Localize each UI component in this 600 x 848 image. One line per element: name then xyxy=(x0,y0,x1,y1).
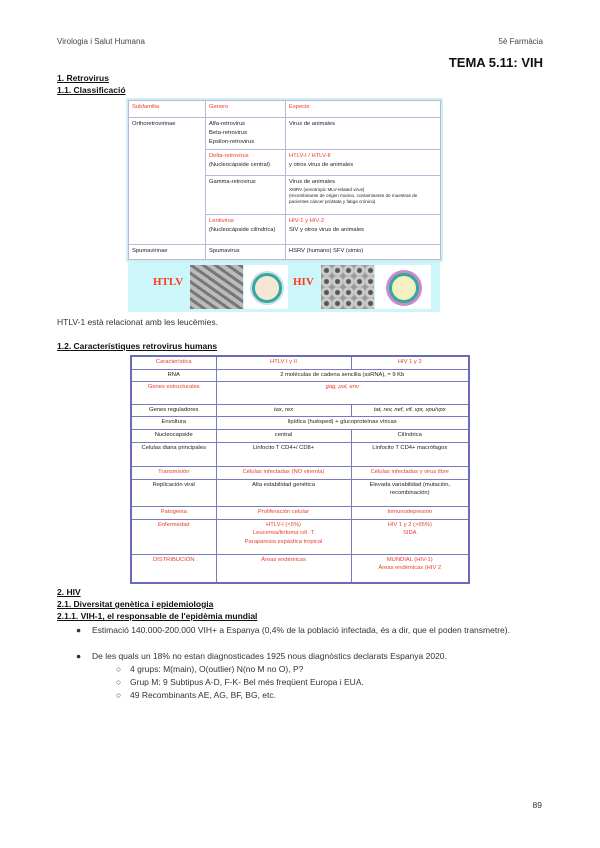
hiv-diagram xyxy=(375,265,431,309)
hiv-value: Inmunodepresión xyxy=(351,506,469,519)
characteristics-table xyxy=(130,355,470,584)
hiv-value: Elevada variabilidad (mutación, recombinación) xyxy=(351,479,469,506)
htlv-value: Linfocito T CD4+/ CD8+ xyxy=(216,442,351,466)
htlv-value: Células infectadas (NO viremia) xyxy=(216,466,351,479)
row-label: Genes estructurales xyxy=(131,381,216,404)
row-value: gag, pol, env xyxy=(216,381,469,404)
line: HTLV-I (<5%) xyxy=(266,521,301,528)
htlv-label: HTLV xyxy=(153,276,184,288)
row-label: Celulas diana principales xyxy=(131,442,216,466)
species-note: (recombinante de origen murino, contaminante de muestras de pacientes cáncer próstata y fatiga crónica) xyxy=(289,193,418,204)
genus-note: (Nucleocápside cilíndrica) xyxy=(209,227,276,233)
htlv-diagram xyxy=(244,265,288,309)
species: HTLV-I / HTLV-II xyxy=(289,153,331,159)
page-number: 89 xyxy=(532,800,542,810)
bullet-item: ● De les quals un 18% no estan diagnosticades 1925 nous diagnòstics declarats Espanya 2020. xyxy=(76,651,447,661)
htlv-value: Proliferación celular xyxy=(216,506,351,519)
cell-ortho: Orthoretrovirinae xyxy=(129,118,206,245)
cell-spuma-sub: Spumavirinae xyxy=(129,245,206,260)
bullet-text: Estimació 140.000-200.000 VIH+ a Espanya (0,4% de la població infectada, és a dir, que el poden transmetre). xyxy=(92,625,510,635)
sub-bullet-item: ○ Grup M: 9 Subtipus A-D, F-K- Bel més freqüent Europa i EUA. xyxy=(116,677,364,687)
genus-note: (Nucleocápside central) xyxy=(209,162,270,168)
hiv-value: Células infectadas y virus libre xyxy=(351,466,469,479)
cell-alfa xyxy=(206,118,286,150)
sub-bullet-text: 4 grups: M(main), O(outlier) N(no M no O), P? xyxy=(130,664,304,674)
htlv-note: HTLV-1 està relacionat amb les leucèmies. xyxy=(57,317,218,327)
row-label: Envoltura xyxy=(131,416,216,429)
th-characteristic: Característica xyxy=(131,356,216,369)
line: HIV 1 y 2 (>95%) xyxy=(387,521,432,528)
th-hiv: HIV 1 y 2 xyxy=(351,356,469,369)
heading-1-1: 1.1. Classificació xyxy=(57,85,126,95)
row-label: RNA xyxy=(131,369,216,381)
cell-alfa-sp: Virus de animales xyxy=(286,118,441,150)
hiv-value: Cilíndrica xyxy=(351,429,469,442)
page-title: TEMA 5.11: VIH xyxy=(448,55,543,70)
line: Leucemia/linfoma cél. T xyxy=(252,530,315,536)
htlv-value: Alta estabilidad genética xyxy=(216,479,351,506)
hiv-label: HIV xyxy=(293,276,314,288)
row-value: lipídica (huésped) + glucoproteínas víricas xyxy=(216,416,469,429)
header-degree: 5è Farmàcia xyxy=(498,37,543,46)
row-label: Enfermedad xyxy=(131,519,216,554)
species: HIV-1 y HIV-2 xyxy=(289,218,325,224)
line: MUNDIAL (HIV-1) xyxy=(386,556,433,563)
hiv-micrograph xyxy=(321,265,374,309)
heading-1: 1. Retrovirus xyxy=(57,73,109,83)
sub-bullet-item: ○ 49 Recombinants AE, AG, BF, BG, etc. xyxy=(116,690,276,700)
row-label: Transmisión xyxy=(131,466,216,479)
cell-spuma-sp: HSRV (humano) SFV (simio) xyxy=(286,245,441,260)
cell-spuma: Spumavirus xyxy=(206,245,286,260)
hiv-value: Linfocito T CD4+ macrófagos xyxy=(351,442,469,466)
hiv-value: tat, rev, nef, vif, vpr, vpu/vpx xyxy=(351,404,469,416)
hiv-value xyxy=(351,554,469,583)
th-species: Especie xyxy=(286,101,441,118)
line: Áreas endémicas (HIV 2 xyxy=(378,565,442,571)
sub-bullet-text: 49 Recombinants AE, AG, BF, BG, etc. xyxy=(130,690,276,700)
row-value: 2 moléculas de cadena sencilla (ssRNA), ≈ 9 Kb xyxy=(216,369,469,381)
heading-2: 2. HIV xyxy=(57,587,81,597)
row-label: Genes reguladores xyxy=(131,404,216,416)
htlv-value: Áreas endémicas xyxy=(216,554,351,583)
header-course: Virologia i Salut Humana xyxy=(57,37,145,46)
sub-bullet-text: Grup M: 9 Subtipus A-D, F-K- Bel més freqüent Europa i EUA. xyxy=(130,677,364,687)
heading-2-1-1: 2.1.1. VIH-1, el responsable de l'epidèmia mundial xyxy=(57,611,258,621)
cell-gamma: Gamma-retrovirus xyxy=(206,176,286,215)
row-label: Patogenia xyxy=(131,506,216,519)
hiv-value xyxy=(351,519,469,554)
th-subfamily: Subfamilia xyxy=(129,101,206,118)
genus: Beta-retrovirus xyxy=(209,130,248,136)
th-htlv: HTLV I y II xyxy=(216,356,351,369)
virus-images-strip xyxy=(128,262,440,312)
genus: Delta-retrovirus xyxy=(209,153,249,159)
species: Virus de animales xyxy=(289,179,335,185)
htlv-value: central xyxy=(216,429,351,442)
bullet-text: De les quals un 18% no estan diagnosticades 1925 nous diagnòstics declarats Espanya 2020. xyxy=(92,651,447,661)
species: y otros virus de animales xyxy=(289,162,354,168)
line: SIDA xyxy=(402,530,417,536)
genus: Alfa-retrovirus xyxy=(209,121,246,127)
cell-delta xyxy=(206,150,286,176)
row-label: Nucleocapside xyxy=(131,429,216,442)
genus: Epsilon-retrovirus xyxy=(209,139,255,145)
cell-lenti-sp xyxy=(286,215,441,245)
cell-lenti xyxy=(206,215,286,245)
heading-1-2: 1.2. Característiques retrovirus humans xyxy=(57,341,218,351)
genus: Lentivirus xyxy=(209,218,234,224)
classification-table xyxy=(128,100,441,260)
htlv-micrograph xyxy=(190,265,243,309)
row-label: Replicación viral xyxy=(131,479,216,506)
species: SIV y otros virus de animales xyxy=(289,227,365,233)
bullet-item: ● Estimació 140.000-200.000 VIH+ a Espanya (0,4% de la població infectada, és a dir, que el poden transmetre). xyxy=(76,625,510,635)
heading-2-1: 2.1. Diversitat genètica i epidemiologia xyxy=(57,599,214,609)
species: XMRV (xenotropic MLV-related virus) xyxy=(289,187,365,192)
cell-delta-sp xyxy=(286,150,441,176)
htlv-value xyxy=(216,519,351,554)
htlv-value: tax, rex xyxy=(216,404,351,416)
cell-gamma-sp xyxy=(286,176,441,215)
row-label: DISTRIBUCIÓN xyxy=(131,554,216,583)
th-genus: Genero xyxy=(206,101,286,118)
line: Paraparesia espástica tropical xyxy=(244,538,323,545)
sub-bullet-item: ○ 4 grups: M(main), O(outlier) N(no M no O), P? xyxy=(116,664,304,674)
